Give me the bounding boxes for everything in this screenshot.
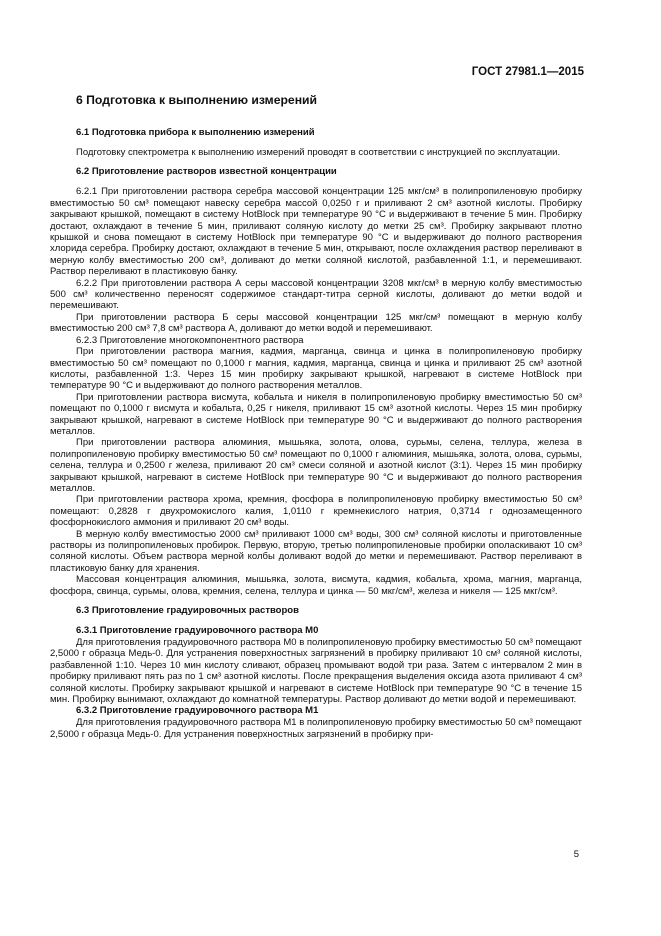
subsection-title-6-1: 6.1 Подготовка прибора к выполнению измерений <box>76 127 315 138</box>
spacer <box>50 179 582 186</box>
page-content <box>50 92 582 740</box>
paragraph: 6.2.1 При приготовлении раствора серебра массовой концентрации 125 мкг/см³ в полипропиленовую пробирку вместимостью 50 см³ помещают навеску серебра массой 0,0250 г и приливают 2 см³ азотной кислоты. Пробирку закрывают крышкой, помещают в систему HotBlock при температуре 90 °С и выдерживают в течение 5 мин. Пробирку достают, охлаждают в течение 5 мин, приливают соляную кислоту до метки 25 см³. Пробирку закрывают плотно крышкой и снова помещают в систему HotBlock при температуре 90 °С и выдерживают до полного растворения хлорида серебра. Пробирку достают, охлаждают в течение 5 мин, открывают, после охлаждения раствор переливают в мерную колбу вместимостью 200 см³, доливают до метки соляной кислотой, разбавленной 1:1, и перемешивают. Раствор переливают в пластиковую банку. <box>50 186 582 278</box>
spacer <box>50 140 582 147</box>
paragraph: При приготовлении раствора Б серы массовой концентрации 125 мкг/см³ помещают в мерную колбу вместимостью 200 см³ 7,8 см³ раствора А, доливают до метки водой и перемешивают. <box>50 311 582 335</box>
spacer <box>50 158 582 165</box>
paragraph: 6.2.3 Приготовление многокомпонентного раствора <box>76 334 304 346</box>
document-header: ГОСТ 27981.1—2015 <box>471 66 584 78</box>
subsection-title-6-3-2: 6.3.2 Приготовление градуировочного раствора М1 <box>76 705 319 717</box>
spacer <box>50 597 582 604</box>
paragraph: Массовая концентрация алюминия, мышьяка, золота, висмута, кадмия, кобальта, хрома, магния, марганца, фосфора, свинца, сурьмы, олова, кремния, селена, теллура и цинка — 50 мкг/см³, железа и никеля — 125 мкг/см³. <box>50 574 582 597</box>
page-number: 5 <box>573 849 579 860</box>
subsection-title-6-2: 6.2 Приготовление растворов известной концентрации <box>76 166 337 178</box>
paragraph: Подготовку спектрометра к выполнению измерений проводят в соответствии с инструкцией по эксплуатации. <box>76 147 561 158</box>
section-title: 6 Подготовка к выполнению измерений <box>76 93 318 107</box>
paragraph: При приготовлении раствора хрома, кремния, фосфора в полипропиленовую пробирку вместимостью 50 см³ помещают: 0,2828 г двухромокислого калия, 1,0110 г кремнекислого натрия, 0,3714 г однозамещенного фосфорнокислого аммония и приливают 20 см³ воды. <box>50 494 582 529</box>
paragraph: При приготовлении раствора висмута, кобальта и никеля в полипропиленовую пробирку вместимостью 50 см³ помещают по 0,1000 г висмута и кобальта, 0,25 г никеля, приливают 15 см³ азотной кислоты. Через 15 мин пробирку закрывают крышкой, нагревают в системе HotBlock при температуре 90 °С и выдерживают до полного растворения металлов. <box>50 391 582 437</box>
paragraph: При приготовлении раствора магния, кадмия, марганца, свинца и цинка в полипропиленовую пробирку вместимостью 50 см³ помещают по 0,1000 г магния, кадмия, марганца, свинца и цинка и приливают 25 см³ азотной кислоты, разбавленной 1:3. Через 15 мин пробирку закрывают крышкой, нагревают в системе HotBlock при температуре 90 °С и выдерживают до полного растворения металлов. <box>50 346 582 392</box>
paragraph: Для приготовления градуировочного раствора М1 в полипропиленовую пробирку вместимостью 50 см³ помещают 2,5000 г образца Медь-0. Для устранения поверхностных загрязнений в пробирку при- <box>50 717 582 740</box>
subsection-title-6-3: 6.3 Приготовление градуировочных растворов <box>76 605 299 617</box>
paragraph: 6.2.2 При приготовлении раствора А серы массовой концентрации 3208 мкг/см³ в мерную колбу вместимостью 500 см³ количественно переносят содержимое стандарт-титра серной кислоты, доливают до метки водой и перемешивают. <box>50 277 582 312</box>
subsection-title-6-3-1: 6.3.1 Приготовление градуировочного раствора М0 <box>76 625 319 637</box>
paragraph: При приготовлении раствора алюминия, мышьяка, золота, олова, сурьмы, селена, теллура, железа в полипропиленовую пробирку вместимостью 50 см³ помещают по 0,1000 г алюминия, мышьяка, золота, олова, сурьмы, селена, теллура и 0,2500 г железа, приливают 20 см³ смеси соляной и азотной кислот (3:1). Через 15 мин пробирку закрывают крышкой, нагревают в системе HotBlock при температуре 90 °С и выдерживают до полного растворения металлов. <box>50 437 582 494</box>
spacer <box>50 618 582 625</box>
paragraph: В мерную колбу вместимостью 2000 см³ приливают 1000 см³ воды, 300 см³ соляной кислоты и приготовленные растворы из полипропиленовых пробирок. Первую, вторую, третью полипропиленовые пробирки ополаскивают 10 см³ соляной кислоты. Объем раствора мерной колбы доливают водой до метки и перемешивают. Раствор переливают в пластиковую банку для хранения. <box>50 528 582 574</box>
paragraph: Для приготовления градуировочного раствора М0 в полипропиленовую пробирку вместимостью 50 см³ помещают 2,5000 г образца Медь-0. Для устранения поверхностных загрязнений в пробирку приливают 10 см³ соляной кислоты, разбавленной 1:10. Через 10 мин кислоту сливают, образец промывают водой три раза. Затем с интервалом 2 мин в пробирку приливают пять раз по 1 см³ азотной кислоты. После прекращения выделения оксида азота приливают 4 см³ соляной кислоты. Пробирку закрывают крышкой и нагревают в системе HotBlock при температуре 90 °С в течение 15 мин. Пробирку вынимают, охлаждают до комнатной температуры. Раствор доливают до метки водой и перемешивают. <box>50 637 582 706</box>
